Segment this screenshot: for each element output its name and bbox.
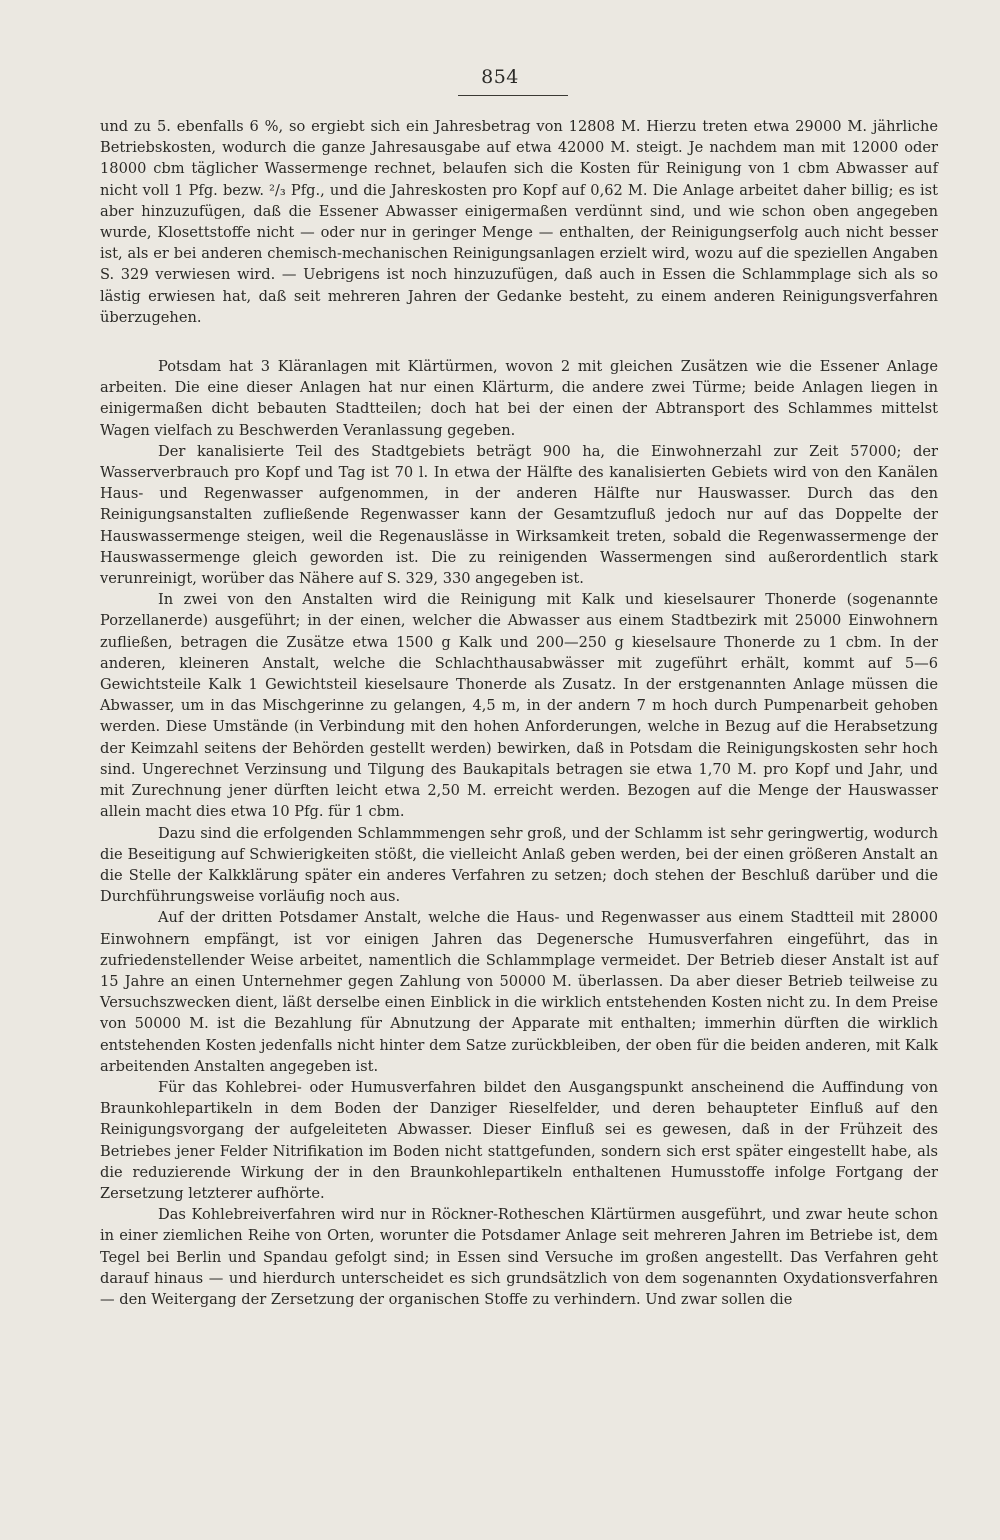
paragraph-lime-treatment: In zwei von den Anstalten wird die Reinigung mit Kalk und kieselsaurer Thonerde (sogenannte Porzellanerde) ausgeführt; in der einen, welcher die Abwasser aus einem Stadtbezirk mit 25000 Einwohnern zufließen, betragen die Zusätze etwa 1500 g Kalk und 200—250 g kieselsaure Thonerde zu 1 cbm. In der anderen, kleineren Anstalt, welche die Schlachthausabwässer mit zugeführt erhält, kommt auf 5—6 Gewichtsteile Kalk 1 Gewichtsteil kieselsaure Thonerde als Zusatz. In der erstgenannten Anlage müssen die Abwasser, um in das Mischgerinne zu gelangen, 4,5 m, in der andern 7 m hoch durch Pumpenarbeit gehoben werden. Diese Umstände (in Verbindung mit den hohen Anforderungen, welche in Bezug auf die Herabsetzung der Keimzahl seitens der Behörden gestellt werden) bewirken, daß in Potsdam die Reinigungskosten sehr hoch sind. Ungerechnet Verzinsung und Tilgung des Baukapitals betragen sie etwa 1,70 M. pro Kopf und Jahr, und mit Zurechnung jener dürften leicht etwa 2,50 M. erreicht werden. Bezogen auf die Menge der Hauswasser allein macht dies etwa 10 Pfg. für 1 cbm. (100, 591, 938, 821)
paragraph-potsdam-intro: Potsdam hat 3 Kläranlagen mit Klärtürmen, wovon 2 mit gleichen Zusätzen wie die Essener Anlage arbeiten. Die eine dieser Anlagen hat nur einen Klärturm, die andere zwei Türme; beide Anlagen liegen in einigermaßen dicht bebauten Stadtteilen; doch hat bei der einen der Abtransport des Schlammes mittelst Wagen vielfach zu Beschwerden Veranlassung gegeben. (100, 358, 938, 439)
paragraph-sludge-quantities: Dazu sind die erfolgenden Schlammmengen sehr groß, und der Schlamm ist sehr geringwertig, wodurch die Beseitigung auf Schwierigkeiten stößt, die vielleicht Anlaß geben werden, bei der einen größeren Anstalt an die Stelle der Kalkklärung später ein anderes Verfahren zu setzen; doch stehen der Beschluß darüber und die Durchführungsweise vorläufig noch aus. (100, 824, 938, 906)
page-number: 854 (481, 66, 519, 88)
body-text (100, 116, 938, 1310)
paragraph-humus-origin: Für das Kohlebrei- oder Humusverfahren bildet den Ausgangspunkt anscheinend die Auffindung von Braunkohlepartikeln in dem Boden der Danziger Rieselfelder, und deren behaupteter Einfluß auf den Reinigungsvorgang der aufgeleiteten Abwasser. Dieser Einfluß sei es gewesen, daß in der Frühzeit des Betriebes jener Felder Nitrifikation im Boden nicht stattgefunden, sondern sich erst später eingestellt habe, als die reduzierende Wirkung der in den Braunkohlepartikeln enthaltenen Humusstoffe infolge Fortgang der Zersetzung letzterer aufhörte. (100, 1078, 938, 1202)
paragraph-essen-costs: und zu 5. ebenfalls 6 %, so ergiebt sich ein Jahresbetrag von 12808 M. Hierzu treten etwa 29000 M. jährliche Betriebskosten, wodurch die ganze Jahresausgabe auf etwa 42000 M. steigt. Je nachdem man mit 12000 oder 18000 cbm täglicher Wassermenge rechnet, belaufen sich die Kosten für Reinigung von 1 cbm Abwasser auf nicht voll 1 Pfg. bezw. ²/₃ Pfg., und die Jahreskosten pro Kopf auf 0,62 M. Die Anlage arbeitet daher billig; es ist aber hinzuzufügen, daß die Essener Abwasser einigermaßen verdünnt sind, und wie schon oben angegeben wurde, Klosettstoffe nicht — oder nur in geringer Menge — enthalten, der Reinigungserfolg auch nicht besser ist, als er bei anderen chemisch-mechanischen Reinigungsanlagen erzielt wird, wozu auf die speziellen Angaben S. 329 verwiesen wird. — Uebrigens ist noch hinzuzufügen, daß auch in Essen die Schlammplage sich als so lästig erwiesen hat, daß seit mehreren Jahren der Gedanke besteht, zu einem anderen Reinigungsverfahren überzugehen. (100, 118, 938, 326)
paragraph-third-plant: Auf der dritten Potsdamer Anstalt, welche die Haus- und Regenwasser aus einem Stadtteil mit 28000 Einwohnern empfängt, ist vor einigen Jahren das Degenersche Humusverfahren eingeführt, das in zufriedenstellender Weise arbeitet, namentlich die Schlammplage vermeidet. Der Betrieb dieser Anstalt ist auf 15 Jahre an einen Unternehmer gegen Zahlung von 50000 M. überlassen. Da aber dieser Betrieb teilweise zu Versuchszwecken dient, läßt derselbe einen Einblick in die wirklich entstehenden Kosten nicht zu. In dem Preise von 50000 M. ist die Bezahlung für Abnutzung der Apparate mit enthalten; immerhin dürften die wirklich entstehenden Kosten jedenfalls nicht hinter dem Satze zurückbleiben, der oben für die beiden anderen, mit Kalk arbeitenden Anstalten angegeben ist. (100, 909, 938, 1075)
paragraph-potsdam-sewer-area: Der kanalisierte Teil des Stadtgebiets beträgt 900 ha, die Einwohnerzahl zur Zeit 57000; der Wasserverbrauch pro Kopf und Tag ist 70 l. In etwa der Hälfte des kanalisierten Gebiets wird von den Kanälen Haus- und Regenwasser aufgenommen, in der anderen Hälfte nur Hauswasser. Durch das den Reinigungsanstalten zufließende Regenwasser kann der Gesamtzufluß jedoch nur auf das Doppelte der Hauswassermenge steigen, weil die Regenauslässe in Wirksamkeit treten, sobald die Regenwassermenge der Hauswassermenge gleich geworden ist. Die zu reinigenden Wassermengen sind außerordentlich stark verunreinigt, worüber das Nähere auf S. 329, 330 angegeben ist. (100, 442, 938, 588)
paragraph-coal-slurry-process: Das Kohlebreiverfahren wird nur in Röckner-Rotheschen Klärtürmen ausgeführt, und zwar heute schon in einer ziemlichen Reihe von Orten, worunter die Potsdamer Anlage seit mehreren Jahren im Betriebe ist, dem Tegel bei Berlin und Spandau gefolgt sind; in Essen sind Versuche im großen angestellt. Das Verfahren geht darauf hinaus — und hierdurch unterscheidet es sich grundsätzlich von dem sogenannten Oxydationsverfahren — den Weitergang der Zersetzung der organischen Stoffe zu verhindern. Und zwar sollen die (100, 1206, 938, 1308)
page-number-rule (458, 95, 568, 96)
